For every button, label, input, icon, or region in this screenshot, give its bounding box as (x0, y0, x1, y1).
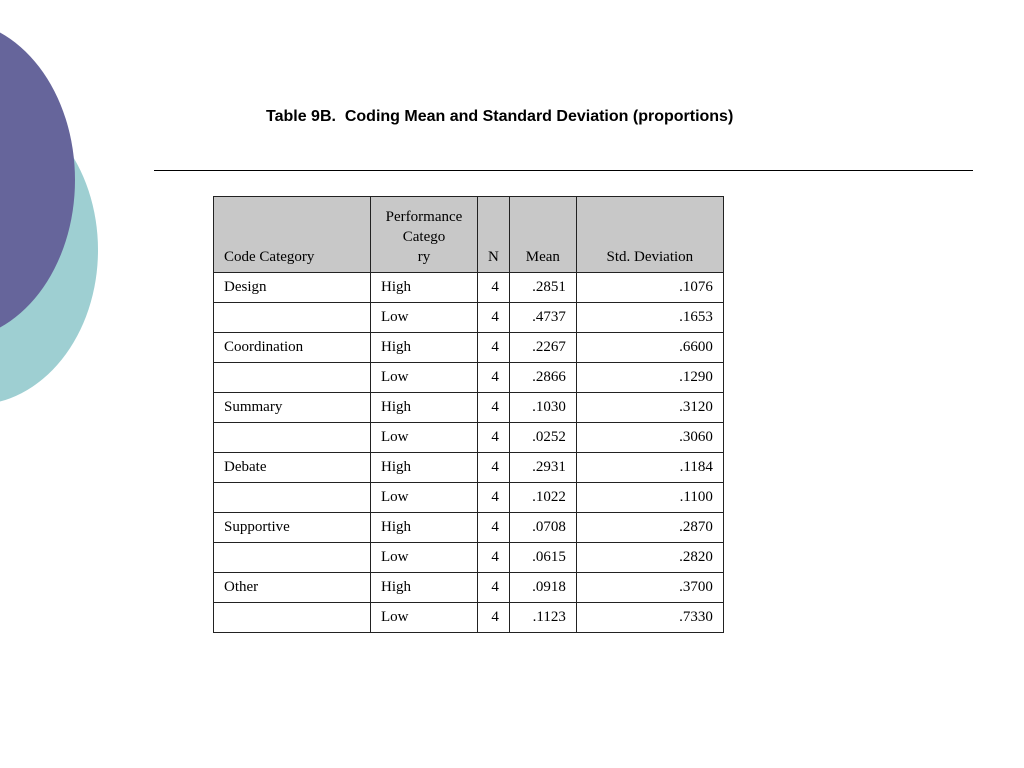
header-code-category: Code Category (214, 197, 371, 273)
n-cell: 4 (478, 273, 510, 303)
std-deviation-cell: .3120 (576, 393, 723, 423)
mean-cell: .0252 (509, 423, 576, 453)
code-category-cell (214, 483, 371, 513)
mean-cell: .0918 (509, 573, 576, 603)
n-cell: 4 (478, 543, 510, 573)
mean-cell: .2931 (509, 453, 576, 483)
n-cell: 4 (478, 393, 510, 423)
std-deviation-cell: .1653 (576, 303, 723, 333)
mean-cell: .2866 (509, 363, 576, 393)
code-category-cell: Design (214, 273, 371, 303)
code-category-cell (214, 603, 371, 633)
code-category-cell (214, 423, 371, 453)
title-rule (154, 170, 973, 171)
std-deviation-cell: .2820 (576, 543, 723, 573)
table-row (214, 303, 724, 333)
std-deviation-cell: .1184 (576, 453, 723, 483)
performance-category-cell: High (371, 273, 478, 303)
table-title: Table 9B. Coding Mean and Standard Deviation (proportions) (266, 108, 734, 125)
header-mean: Mean (509, 197, 576, 273)
table-row (214, 273, 724, 303)
table-row (214, 423, 724, 453)
header-performance-category (371, 197, 478, 273)
n-cell: 4 (478, 363, 510, 393)
performance-category-cell: High (371, 513, 478, 543)
std-deviation-cell: .2870 (576, 513, 723, 543)
mean-cell: .1123 (509, 603, 576, 633)
performance-category-cell: Low (371, 483, 478, 513)
table-row (214, 363, 724, 393)
n-cell: 4 (478, 303, 510, 333)
code-category-cell (214, 303, 371, 333)
performance-category-cell: Low (371, 363, 478, 393)
std-deviation-cell: .1076 (576, 273, 723, 303)
table-row (214, 543, 724, 573)
std-deviation-cell: .3060 (576, 423, 723, 453)
table-row (214, 333, 724, 363)
code-category-cell: Coordination (214, 333, 371, 363)
code-category-cell: Debate (214, 453, 371, 483)
table-row (214, 453, 724, 483)
n-cell: 4 (478, 333, 510, 363)
n-cell: 4 (478, 513, 510, 543)
code-category-cell (214, 363, 371, 393)
header-performance-category-label: Performance Catego ry (385, 209, 463, 265)
performance-category-cell: High (371, 573, 478, 603)
n-cell: 4 (478, 603, 510, 633)
header-n: N (478, 197, 510, 273)
std-deviation-cell: .1290 (576, 363, 723, 393)
mean-cell: .4737 (509, 303, 576, 333)
std-deviation-cell: .6600 (576, 333, 723, 363)
table-body (214, 273, 724, 633)
stats-table (213, 196, 724, 633)
table-row (214, 483, 724, 513)
std-deviation-cell: .3700 (576, 573, 723, 603)
performance-category-cell: Low (371, 303, 478, 333)
table-row (214, 603, 724, 633)
performance-category-cell: Low (371, 543, 478, 573)
performance-category-cell: Low (371, 423, 478, 453)
n-cell: 4 (478, 453, 510, 483)
code-category-cell: Summary (214, 393, 371, 423)
mean-cell: .2851 (509, 273, 576, 303)
performance-category-cell: High (371, 333, 478, 363)
n-cell: 4 (478, 423, 510, 453)
table-row (214, 513, 724, 543)
performance-category-cell: High (371, 453, 478, 483)
mean-cell: .1030 (509, 393, 576, 423)
n-cell: 4 (478, 483, 510, 513)
n-cell: 4 (478, 573, 510, 603)
code-category-cell (214, 543, 371, 573)
std-deviation-cell: .7330 (576, 603, 723, 633)
std-deviation-cell: .1100 (576, 483, 723, 513)
mean-cell: .0615 (509, 543, 576, 573)
mean-cell: .1022 (509, 483, 576, 513)
header-std-deviation: Std. Deviation (576, 197, 723, 273)
mean-cell: .2267 (509, 333, 576, 363)
code-category-cell: Supportive (214, 513, 371, 543)
performance-category-cell: Low (371, 603, 478, 633)
performance-category-cell: High (371, 393, 478, 423)
header-row (214, 197, 724, 273)
code-category-cell: Other (214, 573, 371, 603)
mean-cell: .0708 (509, 513, 576, 543)
table-row (214, 573, 724, 603)
table-row (214, 393, 724, 423)
